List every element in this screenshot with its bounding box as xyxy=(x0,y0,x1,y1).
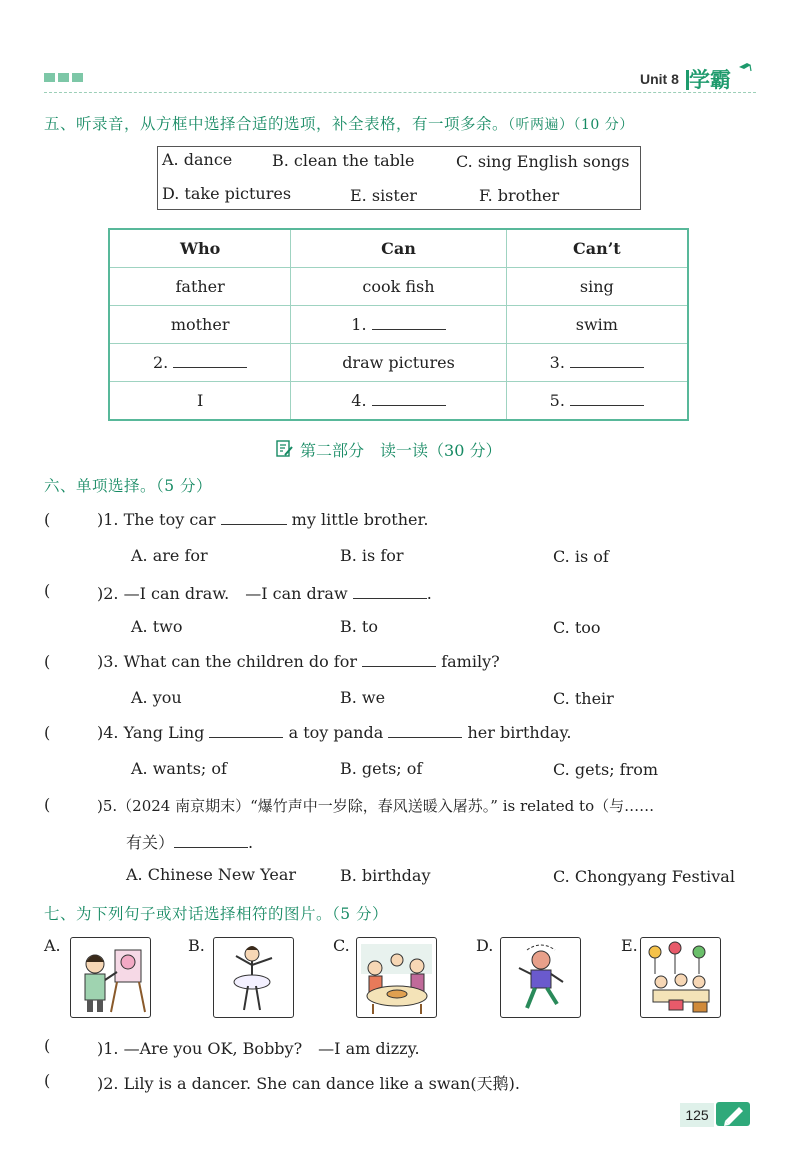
question-5: )5.（2024 南京期末）“爆竹声中一岁除，春风送暖入屠苏。” is related to（与…… xyxy=(97,797,655,815)
answer-blank[interactable] xyxy=(221,510,287,525)
choice-c[interactable]: C. is of xyxy=(553,547,609,566)
birthday-party-illustration xyxy=(641,938,720,1017)
header-who: Who xyxy=(109,229,291,268)
blank-number: 5. xyxy=(549,391,565,410)
answer-paren[interactable]: ( xyxy=(44,581,51,600)
table-row xyxy=(109,268,688,306)
answer-paren[interactable]: ( xyxy=(44,652,51,671)
blank-number: 1. xyxy=(351,315,367,334)
picture-d-dizzy-character[interactable] xyxy=(500,937,581,1018)
table-cell: draw pictures xyxy=(291,344,506,382)
table-row xyxy=(109,306,688,344)
choice-a[interactable]: A. you xyxy=(131,688,182,707)
answer-paren[interactable]: ( xyxy=(44,510,51,529)
header-cant: Can’t xyxy=(506,229,688,268)
section7-question-1: )1. —Are you OK, Bobby? —I am dizzy. xyxy=(97,1039,420,1058)
header-divider xyxy=(44,92,756,93)
question-5-continued: 有关） . xyxy=(126,833,254,852)
answer-blank[interactable] xyxy=(570,391,644,406)
listening-table xyxy=(108,228,689,421)
brand-logo: 学霸 xyxy=(689,68,731,92)
choice-b[interactable]: B. gets; of xyxy=(340,759,423,778)
option-c: C. sing English songs xyxy=(456,152,630,171)
dizzy-illustration xyxy=(501,938,580,1017)
page-number: 125 xyxy=(680,1103,714,1127)
choice-a[interactable]: A. two xyxy=(131,617,183,636)
question-2: )2. —I can draw. —I can draw . xyxy=(97,584,432,603)
table-row xyxy=(109,382,688,421)
section6-title: 六、单项选择。（5 分） xyxy=(44,477,213,495)
question-1: )1. The toy car my little brother. xyxy=(97,510,429,529)
choice-b[interactable]: B. birthday xyxy=(340,866,431,885)
choice-b[interactable]: B. is for xyxy=(340,546,404,565)
answer-paren[interactable]: ( xyxy=(44,795,51,814)
answer-blank[interactable] xyxy=(174,833,248,848)
answer-blank[interactable] xyxy=(372,391,446,406)
choice-c[interactable]: C. Chongyang Festival xyxy=(553,867,735,886)
blank-number: 2. xyxy=(152,353,169,372)
answer-blank[interactable] xyxy=(388,723,462,738)
header-decoration xyxy=(44,73,83,82)
table-cell: swim xyxy=(506,306,688,344)
answer-blank[interactable] xyxy=(353,584,427,599)
choice-a[interactable]: A. wants; of xyxy=(131,759,227,778)
pen-icon xyxy=(716,1100,750,1128)
table-cell: sing xyxy=(506,268,688,306)
table-row xyxy=(109,344,688,382)
picture-label-e: E. xyxy=(621,936,638,955)
choice-c[interactable]: C. their xyxy=(553,689,614,708)
option-f: F. brother xyxy=(479,186,560,205)
choice-a[interactable]: A. Chinese New Year xyxy=(126,865,297,884)
picture-label-a: A. xyxy=(44,936,61,955)
choice-c[interactable]: C. too xyxy=(553,618,601,637)
table-cell: mother xyxy=(109,306,291,344)
picture-c-family-dinner[interactable] xyxy=(356,937,437,1018)
option-a: A. dance xyxy=(162,150,233,169)
option-b: B. clean the table xyxy=(272,151,415,170)
blank-number: 4. xyxy=(351,391,367,410)
picture-label-b: B. xyxy=(188,936,205,955)
graduation-cap-icon xyxy=(738,62,752,72)
blank-number: 3. xyxy=(549,353,565,372)
answer-blank[interactable] xyxy=(570,353,644,368)
choice-a[interactable]: A. are for xyxy=(131,546,208,565)
answer-blank[interactable] xyxy=(362,652,436,667)
answer-blank[interactable] xyxy=(372,315,446,330)
pencil-note-icon xyxy=(276,440,294,458)
picture-e-birthday-party[interactable] xyxy=(640,937,721,1018)
table-cell: father xyxy=(109,268,291,306)
question-3: )3. What can the children do for family? xyxy=(97,652,500,671)
section7-title: 七、为下列句子或对话选择相符的图片。（5 分） xyxy=(44,905,389,923)
painting-girl-illustration xyxy=(71,938,150,1017)
picture-a-girl-painting[interactable] xyxy=(70,937,151,1018)
dancer-illustration xyxy=(214,938,293,1017)
family-dinner-illustration xyxy=(357,938,436,1017)
header-can: Can xyxy=(291,229,506,268)
answer-blank-cell[interactable] xyxy=(506,344,688,382)
picture-label-d: D. xyxy=(476,936,494,955)
picture-label-c: C. xyxy=(333,936,350,955)
answer-blank-cell[interactable] xyxy=(506,382,688,421)
unit-label: Unit 8 xyxy=(640,71,679,87)
answer-paren[interactable]: ( xyxy=(44,1036,51,1055)
answer-blank[interactable] xyxy=(173,353,247,368)
question-4: )4. Yang Ling a toy panda her birthday. xyxy=(97,723,572,742)
answer-blank-cell[interactable] xyxy=(291,306,506,344)
picture-b-ballet-dancer[interactable] xyxy=(213,937,294,1018)
option-e: E. sister xyxy=(350,186,417,205)
table-header-row xyxy=(109,229,688,268)
section7-question-2: )2. Lily is a dancer. She can dance like a swan(天鹅). xyxy=(97,1074,520,1093)
part2-title: 第二部分 读一读（30 分） xyxy=(300,441,502,460)
option-d: D. take pictures xyxy=(162,184,292,203)
section5-title: 五、听录音，从方框中选择合适的选项，补全表格，有一项多余。（听两遍）（10 分） xyxy=(44,115,634,133)
answer-paren[interactable]: ( xyxy=(44,1071,51,1090)
answer-paren[interactable]: ( xyxy=(44,723,51,742)
table-cell: cook fish xyxy=(291,268,506,306)
table-cell: I xyxy=(109,382,291,421)
answer-blank[interactable] xyxy=(209,723,283,738)
choice-b[interactable]: B. to xyxy=(340,617,378,636)
choice-c[interactable]: C. gets; from xyxy=(553,760,659,779)
answer-blank-cell[interactable] xyxy=(291,382,506,421)
choice-b[interactable]: B. we xyxy=(340,688,386,707)
answer-blank-cell[interactable] xyxy=(109,344,291,382)
